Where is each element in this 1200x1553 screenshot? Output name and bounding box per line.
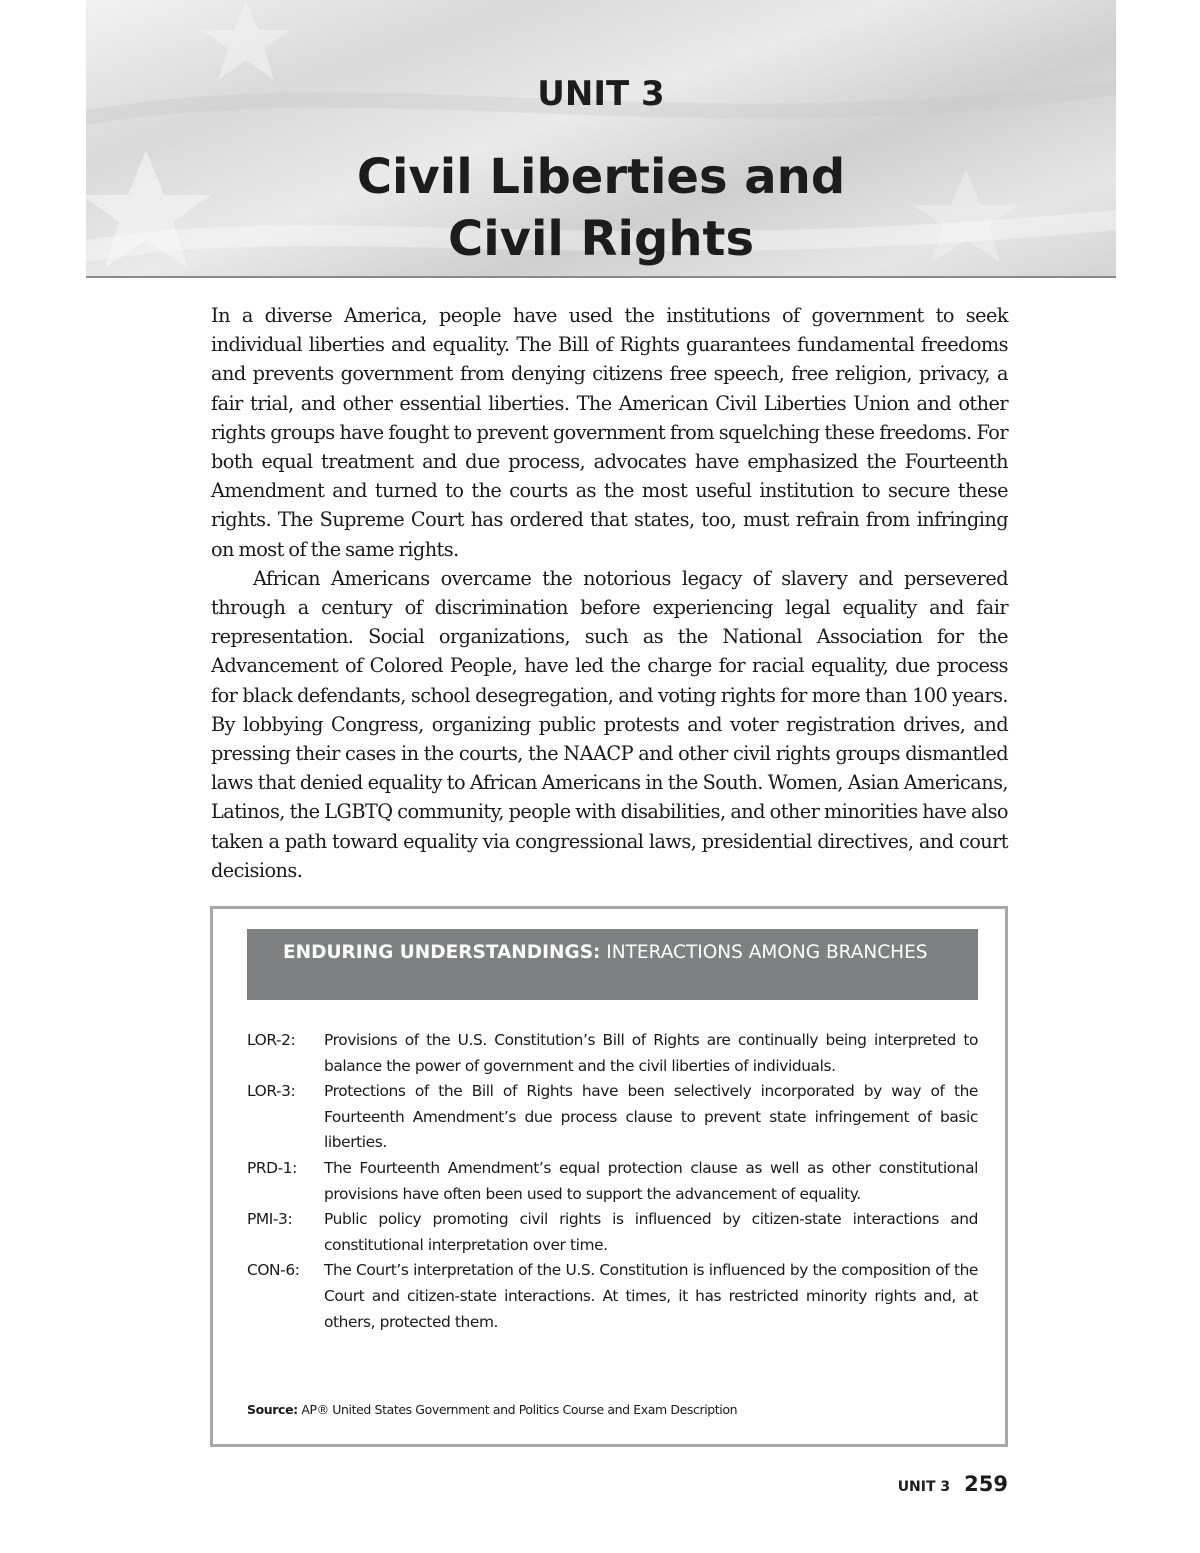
unit-banner (86, 0, 1116, 278)
heading-bold-part: ENDURING UNDERSTANDINGS: (283, 942, 601, 963)
unit-label: UNIT 3 (537, 74, 665, 114)
item-code: PMI-3: (247, 1210, 293, 1229)
item-text: Provisions of the U.S. Constitution’s Bill of Rights are continually being interpreted to balance the power of government and the civil liberties of individuals. (324, 1031, 978, 1075)
item-code: PRD-1: (247, 1158, 297, 1177)
item-text: Public policy promoting civil rights is influenced by citizen-state interactions and constitutional interpretation over time. (324, 1210, 978, 1254)
source-text: AP® United States Government and Politics Course and Exam Description (297, 1402, 738, 1417)
intro-paragraph: In a diverse America, people have used the institutions of government to seek individual liberties and equality. The Bill of Rights guarantees fundamental freedoms and prevents government from denying citizens free speech, free religion, privacy, a fair trial, and other essential liberties. The American Civil Liberties Union and other rights groups have fought to prevent government from squelching these freedoms. For both equal treatment and due process, advocates have emphasized the Fourteenth Amendment and turned to the courts as the most useful institution to secure these rights. The Supreme Court has ordered that states, too, must refrain from infringing on most of the same rights. (211, 304, 1008, 561)
list-item (247, 1207, 978, 1258)
unit-title-line-1: Civil Liberties and (356, 149, 846, 205)
enduring-understandings-box (210, 906, 1008, 1447)
page-number: 259 (964, 1472, 1008, 1496)
footer-unit: UNIT 3 (897, 1479, 951, 1495)
heading-rest-part: INTERACTIONS AMONG BRANCHES (600, 942, 928, 963)
source-note (247, 1402, 978, 1417)
list-item (247, 1028, 978, 1079)
enduring-understandings-list (247, 1028, 978, 1335)
list-item (247, 1079, 978, 1156)
page-footer (898, 1472, 1008, 1496)
source-label: Source: (247, 1402, 298, 1417)
unit-title (86, 146, 1116, 270)
unit-title-line-2: Civil Rights (447, 211, 755, 267)
item-text: The Court’s interpretation of the U.S. Constitution is influenced by the composition of the Court and citizen-state interactions. At times, it has restricted minority rights and, at others, protected them. (324, 1261, 978, 1331)
intro-paragraph: African Americans overcame the notorious legacy of slavery and persevered through a century of discrimination before experiencing legal equality and fair representation. Social organizations, such as the National Association for the Advancement of Colored People, have led the charge for racial equality, due process for black defendants, school desegregation, and voting rights for more than 100 years. By lobbying Congress, organizing public protests and voter registration drives, and pressing their cases in the courts, the NAACP and other civil rights groups dismantled laws that denied equality to African Americans in the South. Women, Asian Americans, Latinos, the LGBTQ community, people with disabilities, and other minorities have also taken a path toward equality via congressional laws, presidential directives, and court decisions. (211, 566, 1008, 882)
list-item (247, 1258, 978, 1335)
list-item (247, 1156, 978, 1207)
item-code: LOR-2: (247, 1031, 296, 1049)
item-text: Protections of the Bill of Rights have been selectively incorporated by way of the Fourteenth Amendment’s due process clause to prevent state infringement of basic liberties. (324, 1082, 978, 1152)
item-code: CON-6: (247, 1261, 300, 1280)
item-text: The Fourteenth Amendment’s equal protection clause as well as other constitutional provisions have often been used to support the advancement of equality. (324, 1158, 978, 1203)
intro-text (211, 301, 1008, 885)
enduring-understandings-heading (247, 929, 978, 1000)
item-code: LOR-3: (247, 1082, 296, 1101)
